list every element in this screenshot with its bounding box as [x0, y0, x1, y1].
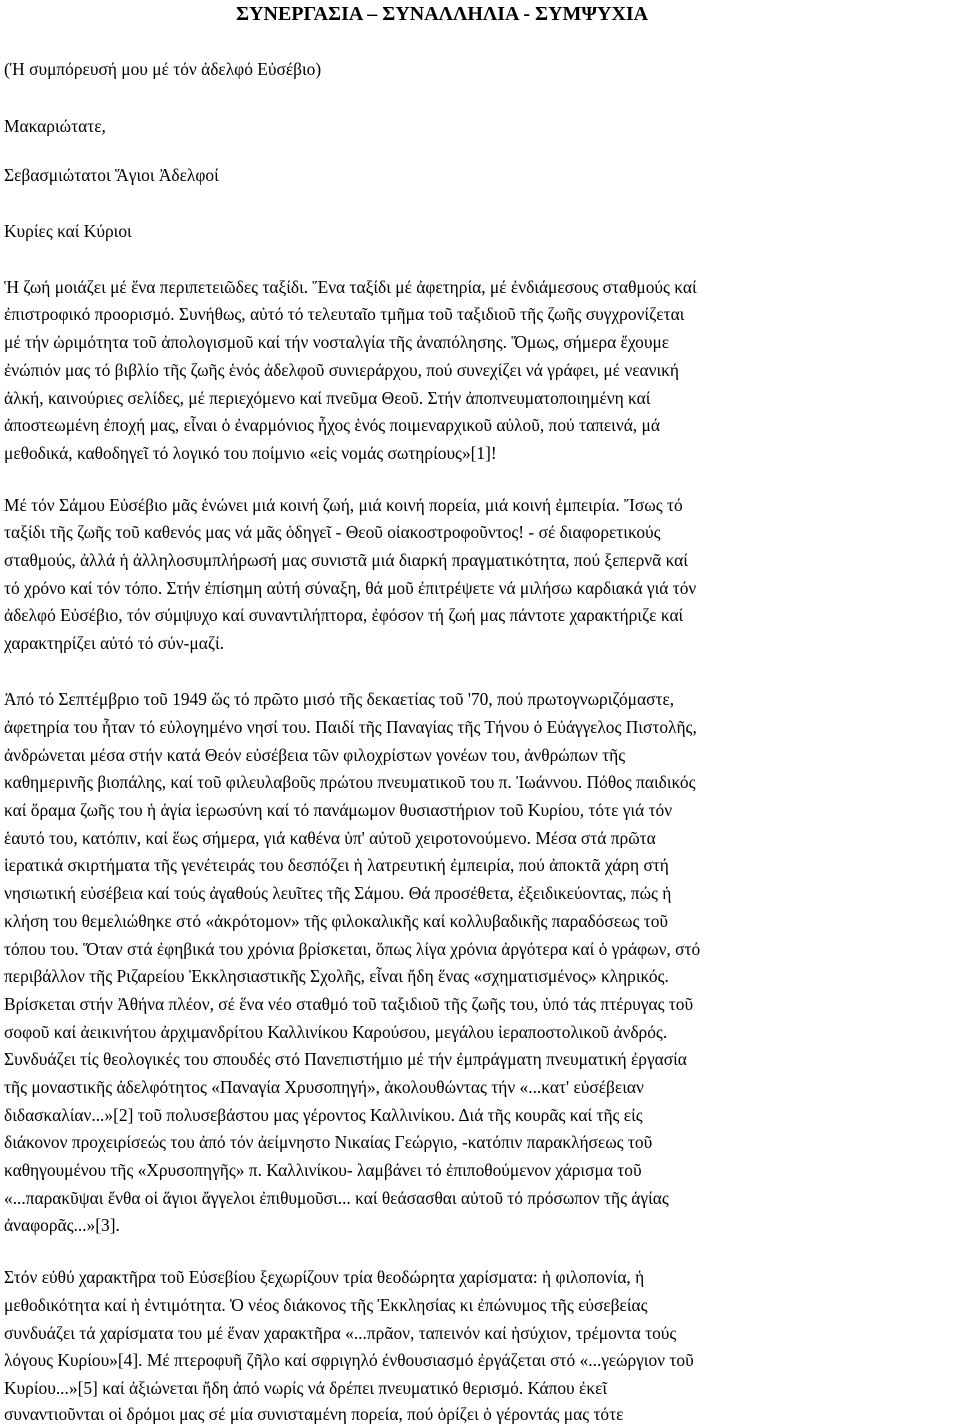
text-line: μέ τήν ὡριμότητα τοῦ ἀπολογισμοῦ καί τήν νοσταλγία τῆς ἀναπόλησης. Ὅμως, σήμερα ἔχουμε — [4, 332, 670, 352]
text-line: Ἀπό τό Σεπτέμβριο τοῦ 1949 ὥς τό πρῶτο μισό τῆς δεκαετίας τοῦ '70, πού πρωτογνωριζόμαστε, — [4, 689, 675, 709]
text-line: σταθμούς, ἀλλά ἡ ἀλληλοσυμπλήρωσή μας συνιστᾶ μιά διαρκή πραγματικότητα, πού ξεπερνᾶ καί — [4, 550, 688, 570]
document-subtitle: (Ἡ συμπόρευσή μου μέ τόν ἀδελφό Εὐσέβιο) — [4, 59, 322, 79]
text-line: καθηγουμένου τῆς «Χρυσοπηγῆς» π. Καλλινίκου- λαμβάνει τό ἐπιποθούμενον χάρισμα τοῦ — [4, 1160, 642, 1180]
text-line: συναντιοῦνται οἱ δρόμοι μας σέ μία συνισταμένη πορεία, πού ὁρίζει ὁ γέροντάς μας τότε — [4, 1404, 624, 1424]
text-line: Κυρίου...»[5] καί ἀξιώνεται ἤδη ἀπό νωρίς νά δρέπει πνευματικό θερισμό. Κάπου ἐκεῖ — [4, 1378, 608, 1398]
text-line: μεθοδικότητα καί ἡ ἐντιμότητα. Ὁ νέος διάκονος τῆς Ἐκκλησίας κι ἐπώνυμος τῆς εὐσεβείας — [4, 1295, 648, 1315]
text-line: τόπου του. Ὅταν στά ἐφηβικά του χρόνια βρίσκεται, ὅπως λίγα χρόνια ἀργότερα καί ὁ γράφων, στό — [4, 939, 701, 959]
greeting-line: Κυρίες καί Κύριοι — [4, 221, 132, 241]
text-line: Ἡ ζωή μοιάζει μέ ἕνα περιπετειῶδες ταξίδι. Ἕνα ταξίδι μέ ἀφετηρία, μέ ἐνδιάμεσους σταθμούς καί — [4, 277, 697, 297]
text-line: κλήση του θεμελιώθηκε στό «ἀκρότομον» τῆς φιλοκαλικῆς καί κολλυβαδικῆς παραδόσεως τοῦ — [4, 911, 669, 931]
text-line: ἑαυτό του, κατόπιν, καί ἕως σήμερα, γιά καθένα ὑπ' αὐτοῦ χειροτονούμενο. Μέσα στά πρῶτα — [4, 828, 656, 848]
text-line: Στόν εὐθύ χαρακτῆρα τοῦ Εὐσεβίου ξεχωρίζουν τρία θεοδώρητα χαρίσματα: ἡ φιλοπονία, ἡ — [4, 1267, 645, 1287]
text-line: ἀλκή, καινούριες σελίδες, μέ περιεχόμενο καί πνεῦμα Θεοῦ. Στήν ἀποπνευματοποιημένη καί — [4, 388, 651, 408]
greeting-line: Μακαριώτατε, — [4, 116, 106, 136]
text-line: ἀφετηρία του ἦταν τό εὐλογημένο νησί του. Παιδί τῆς Παναγίας τῆς Τήνου ὁ Εὐάγγελος Πιστολῆς, — [4, 717, 697, 737]
text-line: ταξίδι τῆς ζωῆς τοῦ καθενός μας νά μᾶς ὁδηγεῖ - Θεοῦ οἰακοστροφοῦντος! - σέ διαφορετικούς — [4, 522, 661, 542]
text-line: σοφοῦ καί ἀεικινήτου ἀρχιμανδρίτου Καλλινίκου Καρούσου, μεγάλου ἱεραποστολικοῦ ἀνδρός. — [4, 1022, 668, 1042]
greeting-line: Σεβασμιώτατοι Ἅγιοι Ἀδελφοί — [4, 165, 219, 185]
text-line: μεθοδικά, καθοδηγεῖ τό λογικό του ποίμνιο «εἰς νομάς σωτηρίους»[1]! — [4, 443, 497, 463]
text-line: διδασκαλίαν...»[2] τοῦ πολυσεβάστου μας γέροντος Καλλινίκου. Διά τῆς κουρᾶς καί τῆς εἰς — [4, 1105, 643, 1125]
text-line: συνδυάζει τά χαρίσματα του μέ ἕναν χαρακτῆρα «...πρᾶον, ταπεινόν καί ἡσύχιον, τρέμοντα τούς — [4, 1323, 677, 1343]
text-line: ἀποστεωμένη ἐποχή μας, εἶναι ὁ ἐναρμόνιος ἦχος ἑνός ποιμεναρχικοῦ αὐλοῦ, πού ταπεινά, μά — [4, 415, 660, 435]
text-line: ἀδελφό Εὐσέβιο, τόν σύμψυχο καί συναντιλήπτορα, ἐφόσον τή ζωή μας πάντοτε χαρακτήριζε καί — [4, 605, 684, 625]
document-title: ΣΥΝΕΡΓΑΣΙΑ – ΣΥΝΑΛΛΗΛΙΑ - ΣΥΜΨΥΧΙΑ — [236, 3, 649, 25]
text-line: καί ὅραμα ζωῆς του ἡ ἁγία ἱερωσύνη καί τό πανάμωμον θυσιαστήριον τοῦ Κυρίου, τότε γιά τόν — [4, 800, 673, 820]
text-line: τό χρόνο καί τόν τόπο. Στήν ἐπίσημη αὐτή σύναξη, θά μοῦ ἐπιτρέψετε νά μιλήσω καρδιακά γιά τόν — [4, 578, 697, 598]
text-line: καθημερινῆς βιοπάλης, καί τοῦ φιλευλαβοῦς πρώτου πνευματικοῦ του π. Ἰωάννου. Πόθος παιδικός — [4, 772, 696, 792]
text-line: διάκονον προχειρίσεώς του ἀπό τόν ἀείμνηστο Νικαίας Γεώργιο, -κατόπιν παρακλήσεως τοῦ — [4, 1132, 653, 1152]
text-line: ἱερατικά σκιρτήματα τῆς γενέτειράς του δεσπόζει ἡ λατρευτική ἐμπειρία, πού ἀποκτᾶ χάρη στή — [4, 855, 669, 875]
text-line: χαρακτηρίζει αὐτό τό σύν-μαζί. — [4, 633, 225, 653]
text-line: ἀνδρώνεται μέσα στήν κατά Θεόν εὐσέβεια τῶν φιλοχρίστων γονέων του, ἀνθρώπων τῆς — [4, 745, 626, 765]
text-line: Βρίσκεται στήν Ἀθήνα πλέον, σέ ἕνα νέο σταθμό τοῦ ταξιδιοῦ τῆς ζωῆς του, ὑπό τάς πτέρυγας τοῦ — [4, 994, 694, 1014]
text-line: νησιωτική εὐσέβεια καί τούς ἀγαθούς λευῖτες τῆς Σάμου. Θά προσέθετα, ἐξειδικεύοντας, πώς ἡ — [4, 883, 672, 903]
text-line: ἐνώπιόν μας τό βιβλίο τῆς ζωῆς ἑνός ἀδελφοῦ συνιεράρχου, πού συνεχίζει νά γράφει, μέ νεανική — [4, 360, 680, 380]
text-line: «...παρακῦψαι ἔνθα οἱ ἅγιοι ἄγγελοι ἐπιθυμοῦσι... καί θεάσασθαι αὐτοῦ τό πρόσωπον τῆς ἁγίας — [4, 1188, 669, 1208]
text-line: λόγους Κυρίου»[4]. Μέ πτεροφυῆ ζῆλο καί σφριγηλό ἐνθουσιασμό ἐργάζεται στό «...γεώργιον τοῦ — [4, 1350, 694, 1370]
text-line: τῆς μοναστικῆς ἀδελφότητος «Παναγία Χρυσοπηγή», ἀκολουθώντας τήν «...κατ' εὐσέβειαν — [4, 1077, 644, 1097]
text-line: ἐπιστροφικό προορισμό. Συνήθως, αὐτό τό τελευταῖο τμῆμα τοῦ ταξιδιοῦ τῆς ζωῆς συγχρονίζεται — [4, 304, 685, 324]
text-line: ἀναφορᾶς...»[3]. — [4, 1215, 120, 1235]
text-line: Μέ τόν Σάμου Εὐσέβιο μᾶς ἑνώνει μιά κοινή ζωή, μιά κοινή πορεία, μιά κοινή ἐμπειρία. Ἴσως τό — [4, 495, 683, 515]
text-line: περιβάλλον τῆς Ριζαρείου Ἐκκλησιαστικῆς Σχολῆς, εἶναι ἤδη ἕνας «σχηματισμένος» κληρικός. — [4, 966, 669, 986]
text-line: Συνδυάζει τίς θεολογικές του σπουδές στό Πανεπιστήμιο μέ τήν ἐμπράγματη πνευματική ἐργασία — [4, 1049, 687, 1069]
